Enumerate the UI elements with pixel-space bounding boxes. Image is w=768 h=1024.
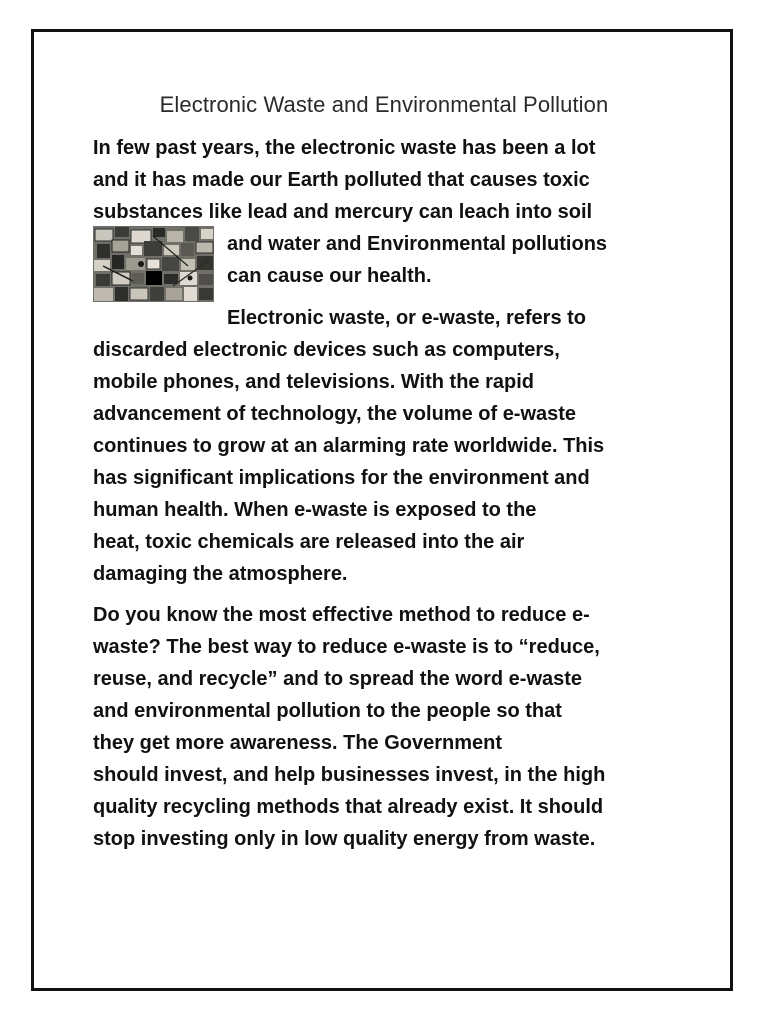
body-line: advancement of technology, the volume of e-waste xyxy=(93,403,577,425)
body-line: and environmental pollution to the people so that xyxy=(93,700,562,722)
body-line: heat, toxic chemicals are released into the air xyxy=(93,531,525,553)
body-line: mobile phones, and televisions. With the rapid xyxy=(93,371,534,393)
body-line: continues to grow at an alarming rate worldwide. This xyxy=(93,435,605,457)
body-line: and it has made our Earth polluted that causes toxic xyxy=(93,169,590,191)
body-line: waste? The best way to reduce e-waste is to “reduce, xyxy=(93,636,600,658)
body-line: damaging the atmosphere. xyxy=(93,563,348,585)
body-line: and water and Environmental pollutions xyxy=(227,233,608,255)
body-line: can cause our health. xyxy=(227,265,432,287)
body-line: human health. When e-waste is exposed to the xyxy=(93,499,537,521)
document-title: Electronic Waste and Environmental Pollution xyxy=(159,92,609,117)
body-line: In few past years, the electronic waste has been a lot xyxy=(93,137,596,159)
body-line: stop investing only in low quality energy from waste. xyxy=(93,828,596,850)
body-line: Do you know the most effective method to reduce e- xyxy=(93,604,590,626)
body-line: they get more awareness. The Government xyxy=(93,732,503,754)
body-line: quality recycling methods that already exist. It should xyxy=(93,796,604,818)
body-line: reuse, and recycle” and to spread the word e-waste xyxy=(93,668,583,690)
e-waste-photo xyxy=(93,226,214,302)
body-line: substances like lead and mercury can leach into soil xyxy=(93,201,593,223)
body-line: Electronic waste, or e-waste, refers to xyxy=(227,307,587,329)
body-line: discarded electronic devices such as computers, xyxy=(93,339,560,361)
body-line: has significant implications for the environment and xyxy=(93,467,590,489)
body-line: should invest, and help businesses invest, in the high xyxy=(93,764,606,786)
